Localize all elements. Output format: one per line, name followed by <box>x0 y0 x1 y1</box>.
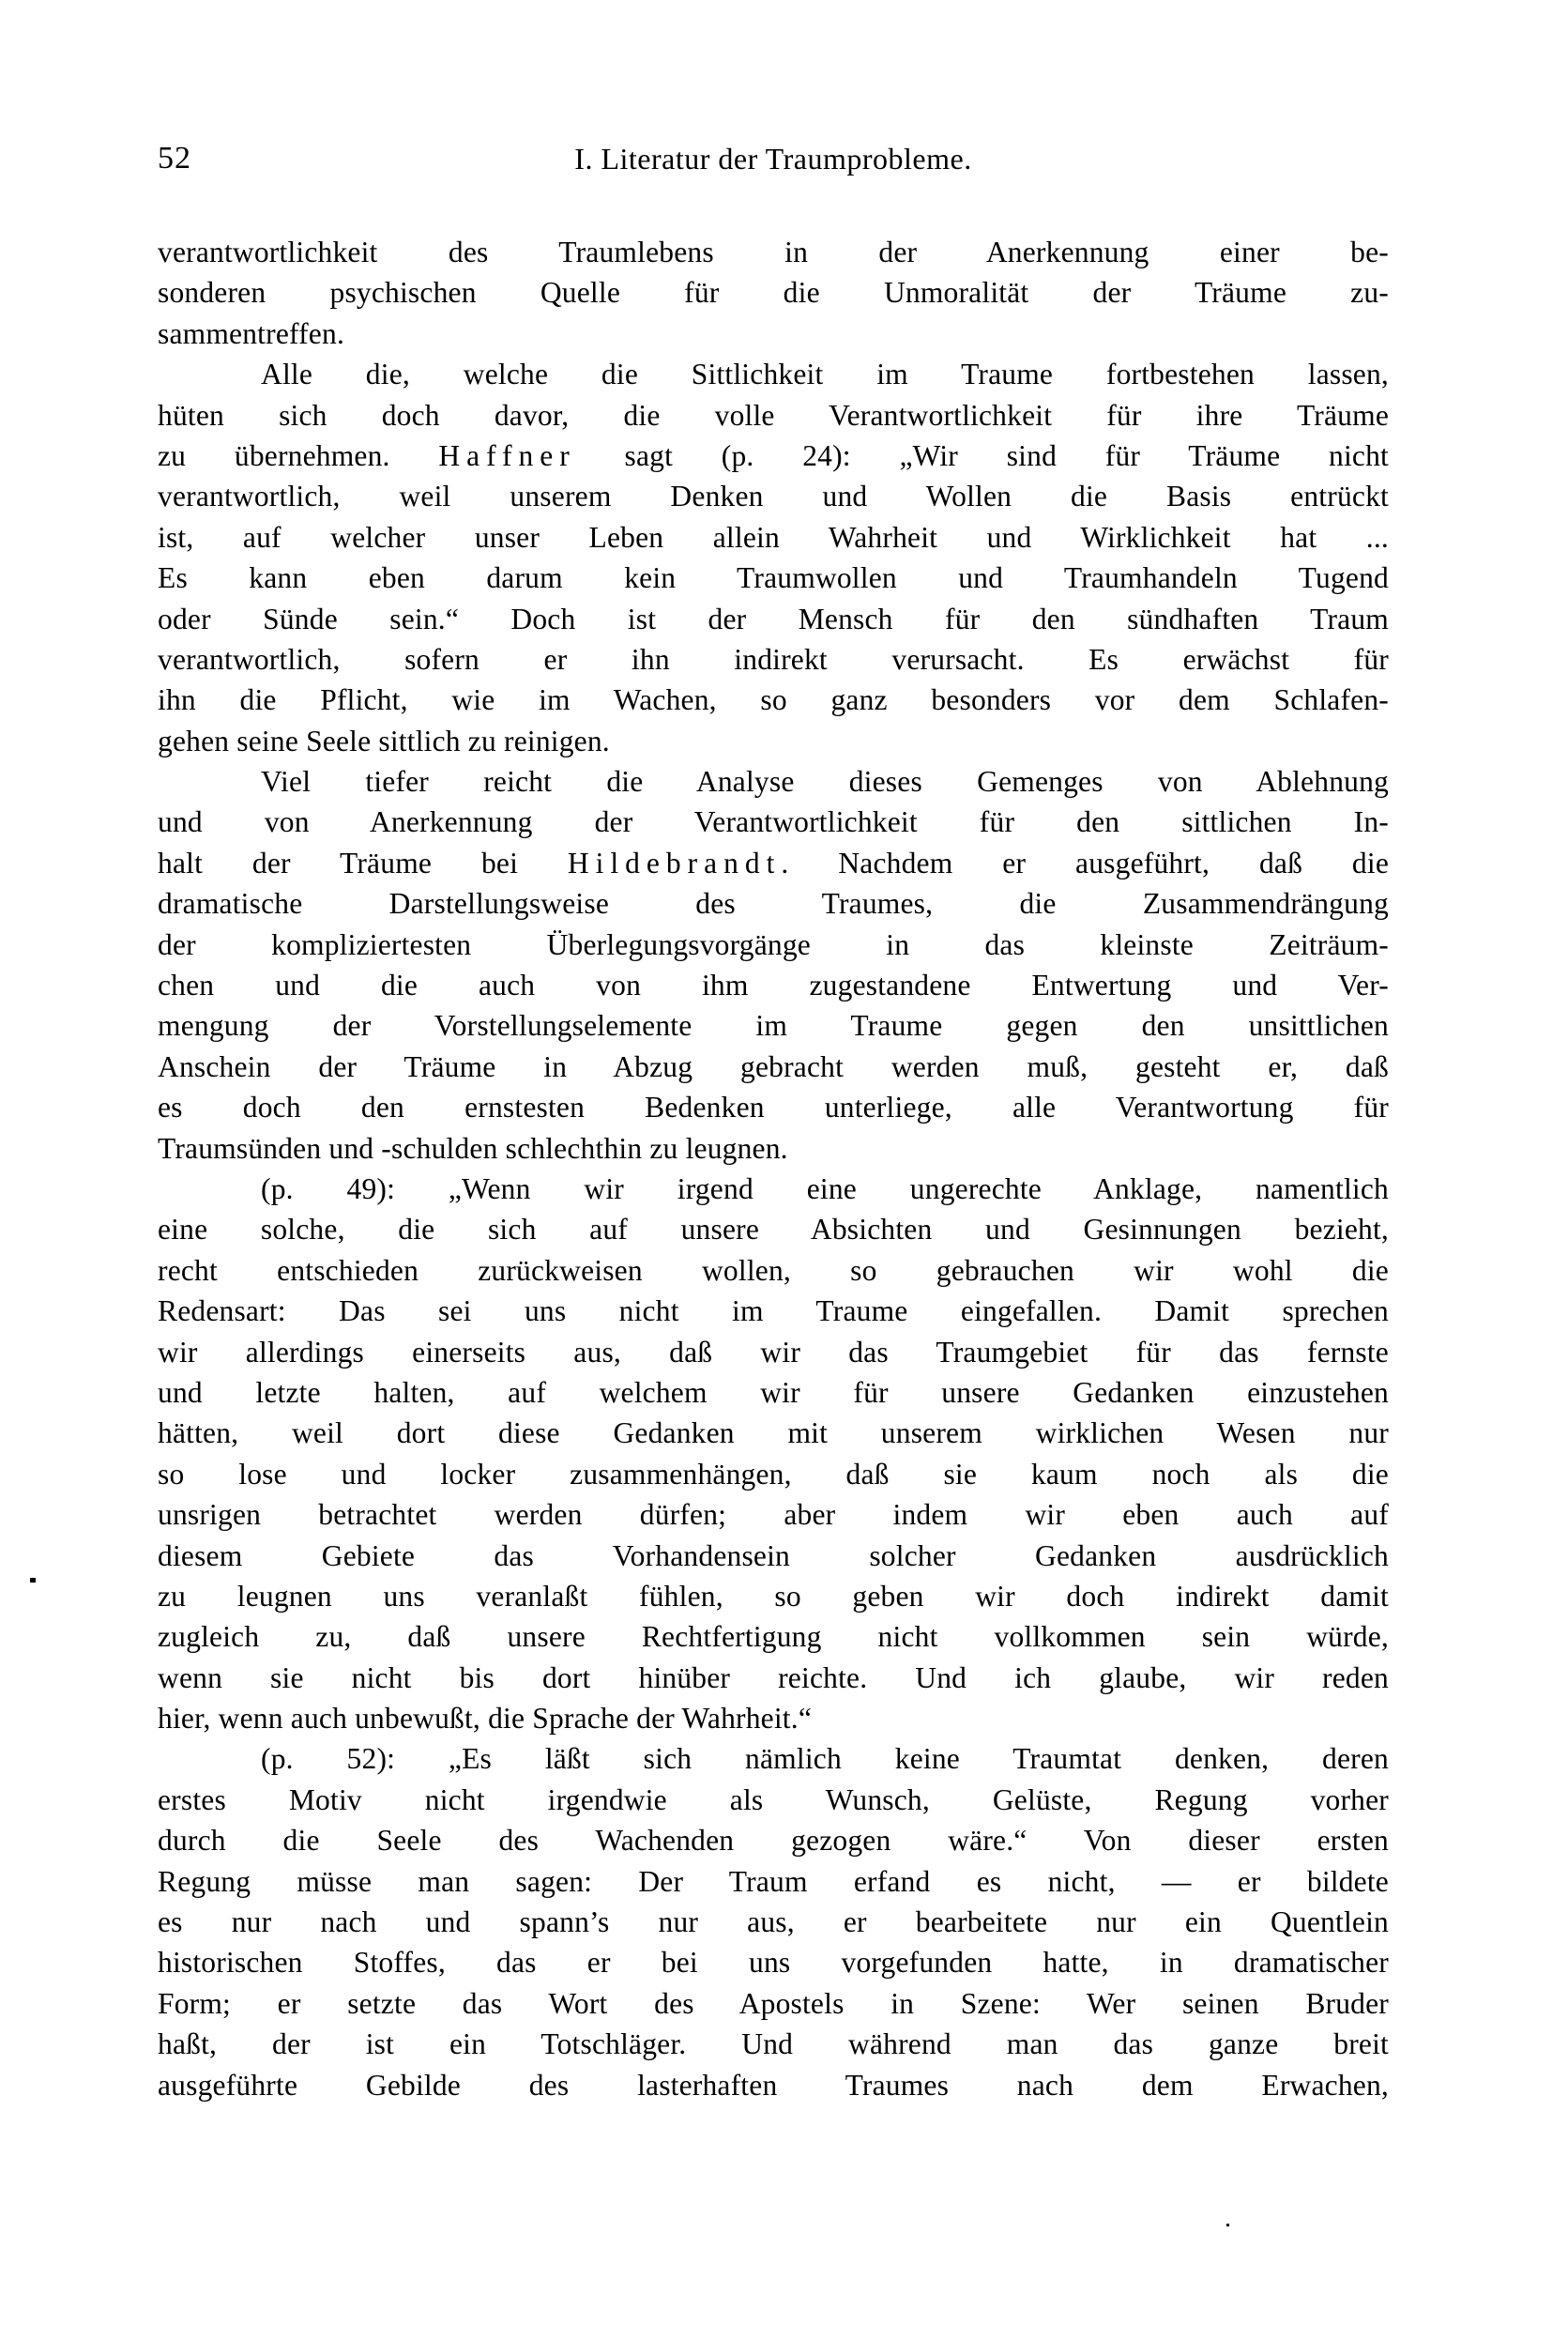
text-line: durch die Seele des Wachenden gezogen wäre.“ Von dieser ersten <box>158 1824 1389 1858</box>
emphasized-name: Haffner <box>438 438 576 472</box>
text-line: unsrigen betrachtet werden dürfen; aber indem wir eben auch auf <box>158 1498 1389 1532</box>
text-line: eine solche, die sich auf unsere Absichten und Gesinnungen bezieht, <box>158 1213 1389 1247</box>
ink-speck <box>1226 2224 1229 2226</box>
text-line: diesem Gebiete das Vorhandensein solcher Gedanken ausdrücklich <box>158 1538 1389 1572</box>
text-line: verantwortlich, sofern er ihn indirekt verursacht. Es erwächst für <box>158 642 1389 676</box>
text-line: mengung der Vorstellungselemente im Traume gegen den unsittlichen <box>158 1009 1389 1043</box>
text-line: wenn sie nicht bis dort hinüber reichte. Und ich glaube, wir reden <box>158 1660 1389 1694</box>
page-number: 52 <box>158 141 191 176</box>
text-line: ausgeführte Gebilde des lasterhaften Traumes nach dem Erwachen, <box>158 2068 1389 2102</box>
text-line: zu leugnen uns veranlaßt fühlen, so geben wir doch indirekt damit <box>158 1579 1389 1613</box>
emphasized-name: Hildebrandt <box>567 846 782 880</box>
text-line: sammentreffen. <box>158 316 345 350</box>
text-line: recht entschieden zurückweisen wollen, so gebrauchen wir wohl die <box>158 1253 1389 1287</box>
text-line: Form; er setzte das Wort des Apostels in Szene: Wer seinen Bruder <box>158 1986 1389 2020</box>
text-line: sonderen psychischen Quelle für die Unmoralität der Träume zu- <box>158 276 1389 310</box>
text-line: es nur nach und spann’s nur aus, er bearbeitete nur ein Quentlein <box>158 1905 1389 1939</box>
text-line: haßt, der ist ein Totschläger. Und während man das ganze breit <box>158 2027 1389 2061</box>
text-line: Viel tiefer reicht die Analyse dieses Gemenges von Ablehnung <box>261 765 1389 799</box>
text-line: zugleich zu, daß unsere Rechtfertigung nicht vollkommen sein würde, <box>158 1620 1389 1654</box>
text-line: (p. 49): „Wenn wir irgend eine ungerechte Anklage, namentlich <box>261 1171 1389 1205</box>
text-line: hätten, weil dort diese Gedanken mit unserem wirklichen Wesen nur <box>158 1416 1389 1450</box>
text-line: erstes Motiv nicht irgendwie als Wunsch, Gelüste, Regung vorher <box>158 1782 1389 1816</box>
text-line: wir allerdings einerseits aus, daß wir das Traumgebiet für das fernste <box>158 1335 1389 1369</box>
text-line: Es kann eben darum kein Traumwollen und Traumhandeln Tugend <box>158 561 1389 595</box>
text-line: dramatische Darstellungsweise des Traumes, die Zusammendrängung <box>158 887 1389 921</box>
text-line: und letzte halten, auf welchem wir für unsere Gedanken einzustehen <box>158 1375 1389 1409</box>
text-line: hier, wenn auch unbewußt, die Sprache der Wahrheit.“ <box>158 1702 813 1736</box>
text-line: gehen seine Seele sittlich zu reinigen. <box>158 724 610 757</box>
text-line: halt der Träume bei Hildebrandt. Nachdem er ausgeführt, daß die <box>158 846 1389 880</box>
text-line: Traumsünden und -schulden schlechthin zu leugnen. <box>158 1131 788 1165</box>
text-line: zu übernehmen. Haffner sagt (p. 24): „Wir sind für Träume nicht <box>158 438 1389 472</box>
text-line: historischen Stoffes, das er bei uns vorgefunden hatte, in dramatischer <box>158 1946 1389 1980</box>
text-line: ihn die Pflicht, wie im Wachen, so ganz besonders vor dem Schlafen- <box>158 683 1389 717</box>
text-line: Regung müsse man sagen: Der Traum erfand es nicht, — er bildete <box>158 1864 1389 1898</box>
text-line: (p. 52): „Es läßt sich nämlich keine Traumtat denken, deren <box>261 1742 1389 1776</box>
text-line: es doch den ernstesten Bedenken unterliege, alle Verantwortung für <box>158 1091 1389 1124</box>
text-line: ist, auf welcher unser Leben allein Wahrheit und Wirklichkeit hat ... <box>158 520 1389 554</box>
text-line: der kompliziertesten Überlegungsvorgänge in das kleinste Zeiträum- <box>158 927 1389 961</box>
text-line: verantwortlich, weil unserem Denken und Wollen die Basis entrückt <box>158 480 1389 513</box>
text-line: verantwortlichkeit des Traumlebens in der Anerkennung einer be- <box>158 236 1389 268</box>
text-block <box>158 232 1389 2105</box>
text-line: so lose und locker zusammenhängen, daß sie kaum noch als die <box>158 1457 1389 1491</box>
text-line: Redensart: Das sei uns nicht im Traume eingefallen. Damit sprechen <box>158 1294 1389 1328</box>
text-line: hüten sich doch davor, die volle Verantwortlichkeit für ihre Träume <box>158 398 1389 432</box>
ink-speck <box>30 1578 36 1583</box>
text-line: und von Anerkennung der Verantwortlichkeit für den sittlichen In- <box>158 805 1389 839</box>
text-line: Alle die, welche die Sittlichkeit im Traume fortbestehen lassen, <box>261 358 1389 391</box>
page-header <box>158 141 1389 184</box>
text-line: Anschein der Träume in Abzug gebracht werden muß, gesteht er, daß <box>158 1049 1389 1083</box>
running-title: I. Literatur der Traumprobleme. <box>574 142 972 176</box>
text-line: chen und die auch von ihm zugestandene Entwertung und Ver- <box>158 969 1389 1002</box>
text-line: oder Sünde sein.“ Doch ist der Mensch für den sündhaften Traum <box>158 602 1389 635</box>
